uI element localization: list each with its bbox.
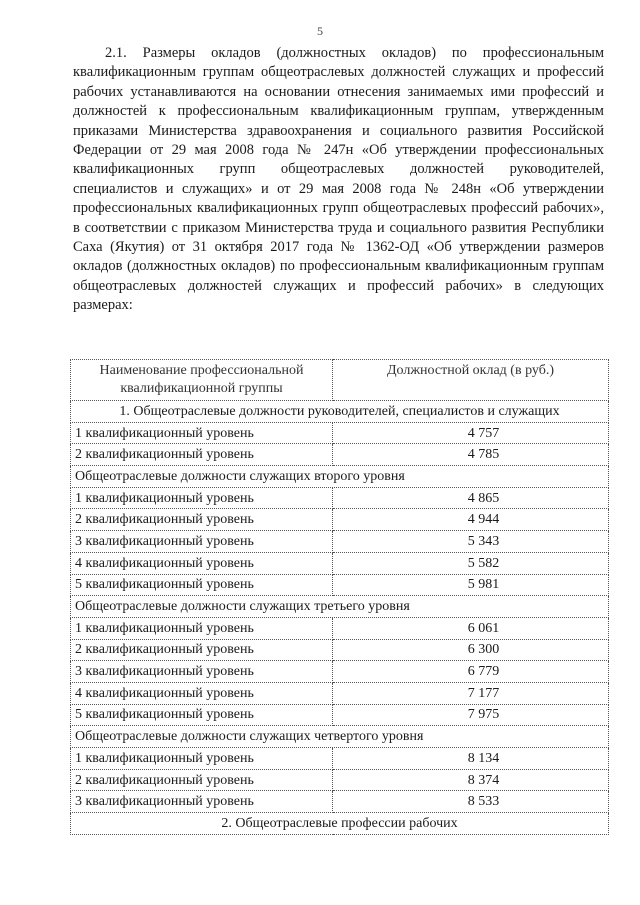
table-row (71, 682, 609, 704)
table-row (71, 639, 609, 661)
header-group-name: Наименование профессиональной квалификационной группы (71, 360, 333, 401)
salary-cell: 8 374 (333, 769, 609, 791)
salary-table (70, 359, 609, 835)
table-row (71, 509, 609, 531)
level-cell: 1 квалификационный уровень (71, 748, 333, 770)
table-row (71, 704, 609, 726)
salary-cell: 8 134 (333, 748, 609, 770)
table-row (71, 769, 609, 791)
salary-cell: 6 061 (333, 617, 609, 639)
level-cell: 2 квалификационный уровень (71, 444, 333, 466)
salary-cell: 4 865 (333, 487, 609, 509)
salary-cell: 5 343 (333, 531, 609, 553)
table-row (71, 422, 609, 444)
section-row (71, 401, 609, 423)
salary-cell: 4 785 (333, 444, 609, 466)
header-salary: Должностной оклад (в руб.) (333, 360, 609, 401)
level-cell: 2 квалификационный уровень (71, 769, 333, 791)
salary-cell: 7 177 (333, 682, 609, 704)
group-row (71, 466, 609, 488)
table-row (71, 661, 609, 683)
section-title-1: 1. Общеотраслевые должности руководителей, специалистов и служащих (71, 401, 609, 423)
salary-cell: 7 975 (333, 704, 609, 726)
table-row (71, 444, 609, 466)
table-row (71, 791, 609, 813)
level-cell: 5 квалификационный уровень (71, 704, 333, 726)
level-cell: 2 квалификационный уровень (71, 509, 333, 531)
table-row (71, 617, 609, 639)
table-row (71, 552, 609, 574)
level-cell: 2 квалификационный уровень (71, 639, 333, 661)
level-cell: 1 квалификационный уровень (71, 617, 333, 639)
level-cell: 4 квалификационный уровень (71, 552, 333, 574)
section-row (71, 813, 609, 835)
table-row (71, 574, 609, 596)
level-cell: 4 квалификационный уровень (71, 682, 333, 704)
group-row (71, 596, 609, 618)
group-title-4: Общеотраслевые должности служащих четвертого уровня (71, 726, 609, 748)
level-cell: 3 квалификационный уровень (71, 791, 333, 813)
level-cell: 5 квалификационный уровень (71, 574, 333, 596)
paragraph-2-1: 2.1. Размеры окладов (должностных окладов) по профессиональным квалификационным группам общеотраслевых должностей служащих и профессий рабочих устанавливаются на основании отнесения занимаемых ими профессий и должностей к профессиональным квалификационным группам, утвержденным приказами Министерства здравоохранения и социального развития Российской Федерации от 29 мая 2008 года № 247н «Об утверждении профессиональных квалификационных групп общеотраслевых должностей руководителей, специалистов и служащих» и от 29 мая 2008 года № 248н «Об утверждении профессиональных квалификационных групп общеотраслевых профессий рабочих», в соответствии с приказом Министерства труда и социального развития Республики Саха (Якутия) от 31 октября 2017 года № 1362-ОД «Об утверждении размеров окладов (должностных окладов) по профессиональным квалификационным группам общеотраслевых должностей служащих и профессий рабочих» в следующих размерах: (73, 45, 604, 314)
salary-cell: 6 779 (333, 661, 609, 683)
page-number: 5 (317, 24, 323, 38)
salary-cell: 6 300 (333, 639, 609, 661)
group-title-3: Общеотраслевые должности служащих третьего уровня (71, 596, 609, 618)
table-header-row (71, 360, 609, 401)
level-cell: 3 квалификационный уровень (71, 531, 333, 553)
level-cell: 1 квалификационный уровень (71, 422, 333, 444)
group-title-2: Общеотраслевые должности служащих второго уровня (71, 466, 609, 488)
salary-cell: 5 582 (333, 552, 609, 574)
salary-cell: 4 757 (333, 422, 609, 444)
table-row (71, 748, 609, 770)
level-cell: 3 квалификационный уровень (71, 661, 333, 683)
salary-cell: 4 944 (333, 509, 609, 531)
salary-cell: 8 533 (333, 791, 609, 813)
section-title-2: 2. Общеотраслевые профессии рабочих (71, 813, 609, 835)
table-row (71, 531, 609, 553)
group-row (71, 726, 609, 748)
table-row (71, 487, 609, 509)
salary-cell: 5 981 (333, 574, 609, 596)
level-cell: 1 квалификационный уровень (71, 487, 333, 509)
